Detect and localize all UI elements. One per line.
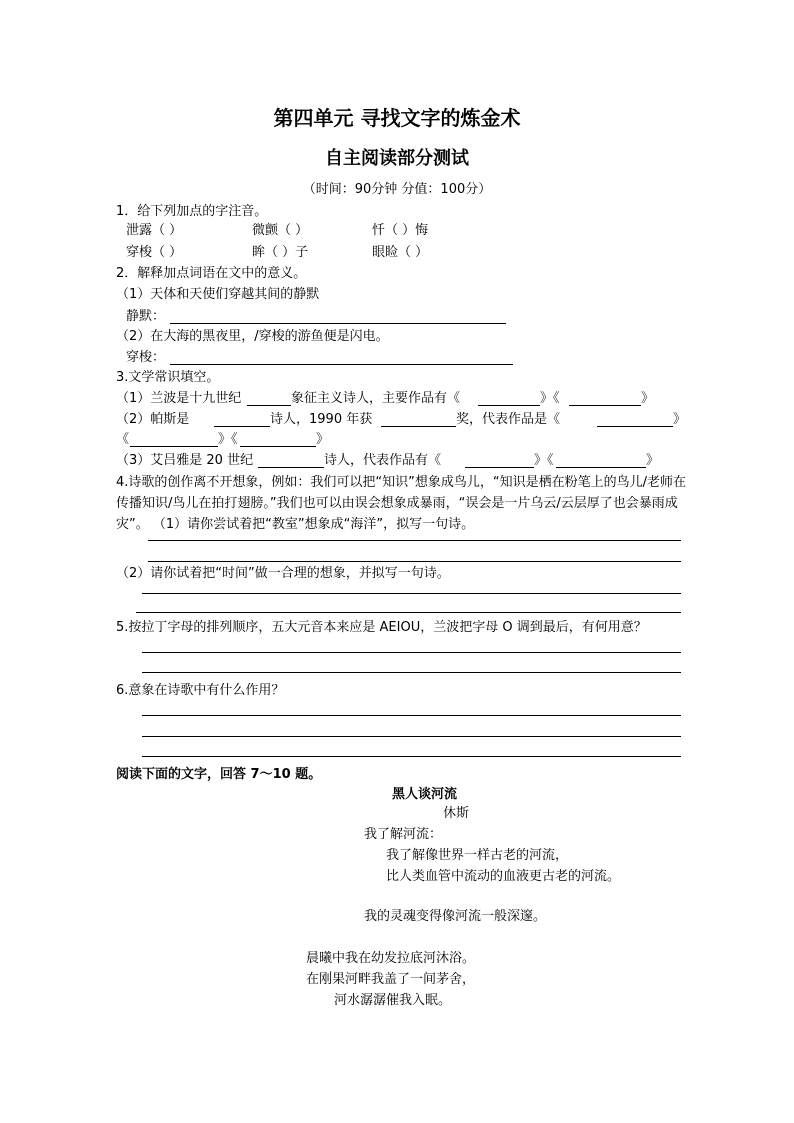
q3-line3-text: 》《 bbox=[534, 453, 554, 468]
answer-line[interactable] bbox=[142, 652, 681, 653]
answer-line[interactable] bbox=[170, 323, 506, 324]
q2-sentence-2: （2）在大海的黑夜里，/穿梭的游鱼便是闪电。 bbox=[116, 329, 389, 344]
blank-line[interactable] bbox=[130, 446, 218, 447]
poem-title: 黑人谈河流 bbox=[392, 787, 458, 802]
answer-line[interactable] bbox=[142, 756, 681, 757]
q3-line3-text: （3）艾吕雅是 20 世纪 bbox=[116, 453, 254, 468]
poem-line: 我了解河流： bbox=[364, 827, 443, 842]
poem-line: 河水潺潺催我入眠。 bbox=[334, 993, 452, 1008]
page-title: 第四单元 寻找文字的炼金术 bbox=[273, 106, 521, 130]
q2-answer-label-2: 穿梭： bbox=[126, 350, 166, 365]
q3-line3-text: 》 bbox=[646, 453, 660, 468]
blank-line[interactable] bbox=[597, 426, 673, 427]
question-2-stem: 2．解释加点词语在文中的意义。 bbox=[116, 266, 307, 281]
question-4-text: 4.诗歌的创作离不开想象，例如：我们可以把“知识”想象成鸟儿，“知识是栖在粉笔上的鸟儿/老师在传播知识/鸟儿在拍打翅膀。”我们也可以由误会想象成暴雨，“误会是一片乌云/云层厚了也会暴雨成灾”。 （1）请你尝试着把“教室”想象成“海洋”，拟写一句诗。 bbox=[116, 475, 686, 532]
q1-item: 眼睑（ ） bbox=[372, 245, 429, 260]
q1-item: 穿梭（ ） bbox=[126, 245, 183, 260]
poem-line: 我了解像世界一样古老的河流， bbox=[386, 848, 569, 863]
q3-line2b-text: 《 bbox=[116, 432, 130, 447]
blank-line[interactable] bbox=[258, 467, 324, 468]
poem-line: 晨曦中我在幼发拉底河沐浴。 bbox=[306, 951, 476, 966]
answer-line[interactable] bbox=[148, 540, 681, 541]
q3-line1-text: 》 bbox=[641, 391, 655, 406]
q3-line2b-text: 》《 bbox=[218, 432, 238, 447]
q3-line2-text: 》 bbox=[673, 412, 687, 427]
q1-item: 微颤（ ） bbox=[252, 223, 309, 238]
blank-line[interactable] bbox=[478, 405, 540, 406]
answer-line[interactable] bbox=[142, 715, 681, 716]
q3-line2-text: 奖，代表作品是《 bbox=[456, 412, 561, 427]
q2-answer-label-1: 静默： bbox=[126, 309, 166, 324]
blank-line[interactable] bbox=[569, 405, 641, 406]
blank-line[interactable] bbox=[240, 446, 316, 447]
question-3-stem: 3.文学常识填空。 bbox=[116, 370, 220, 385]
answer-line[interactable] bbox=[136, 612, 681, 613]
blank-line[interactable] bbox=[556, 467, 646, 468]
exam-info: （时间：90分钟 分值：100分） bbox=[302, 182, 492, 197]
answer-line[interactable] bbox=[148, 561, 681, 562]
question-1-stem: 1．给下列加点的字注音。 bbox=[116, 204, 268, 219]
q3-line2-text: （2）帕斯是 bbox=[116, 412, 190, 427]
reading-instruction: 阅读下面的文字，回答 7～10 题。 bbox=[116, 767, 322, 782]
blank-line[interactable] bbox=[381, 426, 456, 427]
q3-line2-text: 诗人，1990 年获 bbox=[270, 412, 373, 427]
q1-item: 眸（ ）子 bbox=[252, 245, 309, 260]
answer-line[interactable] bbox=[142, 593, 681, 594]
poem-line: 在刚果河畔我盖了一间茅舍， bbox=[306, 972, 476, 987]
poem-line: 我的灵魂变得像河流一般深邃。 bbox=[364, 909, 547, 924]
answer-line[interactable] bbox=[170, 364, 513, 365]
poem-author: 休斯 bbox=[443, 806, 470, 821]
q2-sentence-1: （1）天体和天使们穿越其间的静默 bbox=[116, 287, 320, 302]
blank-line[interactable] bbox=[465, 467, 534, 468]
q1-item: 泄露（ ） bbox=[126, 223, 183, 238]
answer-line[interactable] bbox=[142, 736, 681, 737]
page-subtitle: 自主阅读部分测试 bbox=[325, 148, 469, 169]
q3-line2b-text: 》 bbox=[316, 432, 330, 447]
answer-line[interactable] bbox=[142, 672, 681, 673]
question-6-text: 6.意象在诗歌中有什么作用？ bbox=[116, 683, 285, 698]
question-5-text: 5.按拉丁字母的排列顺序，五大元音本来应是 AEIOU，兰波把字母 O 调到最后，有何用意？ bbox=[116, 620, 647, 635]
blank-line[interactable] bbox=[214, 426, 270, 427]
q1-item: 忏（ ）悔 bbox=[372, 223, 429, 238]
poem-line: 比人类血管中流动的血液更古老的河流。 bbox=[386, 869, 621, 884]
q3-line1-text: （1）兰波是十九世纪 bbox=[116, 391, 242, 406]
q3-line1-text: 》《 bbox=[540, 391, 560, 406]
q3-line1-text: 象征主义诗人，主要作品有《 bbox=[291, 391, 461, 406]
q3-line3-text: 诗人，代表作品有《 bbox=[324, 453, 442, 468]
question-4-part-2: （2）请你试着把“时间”做一合理的想象，并拟写一句诗。 bbox=[116, 566, 450, 581]
blank-line[interactable] bbox=[247, 405, 291, 406]
